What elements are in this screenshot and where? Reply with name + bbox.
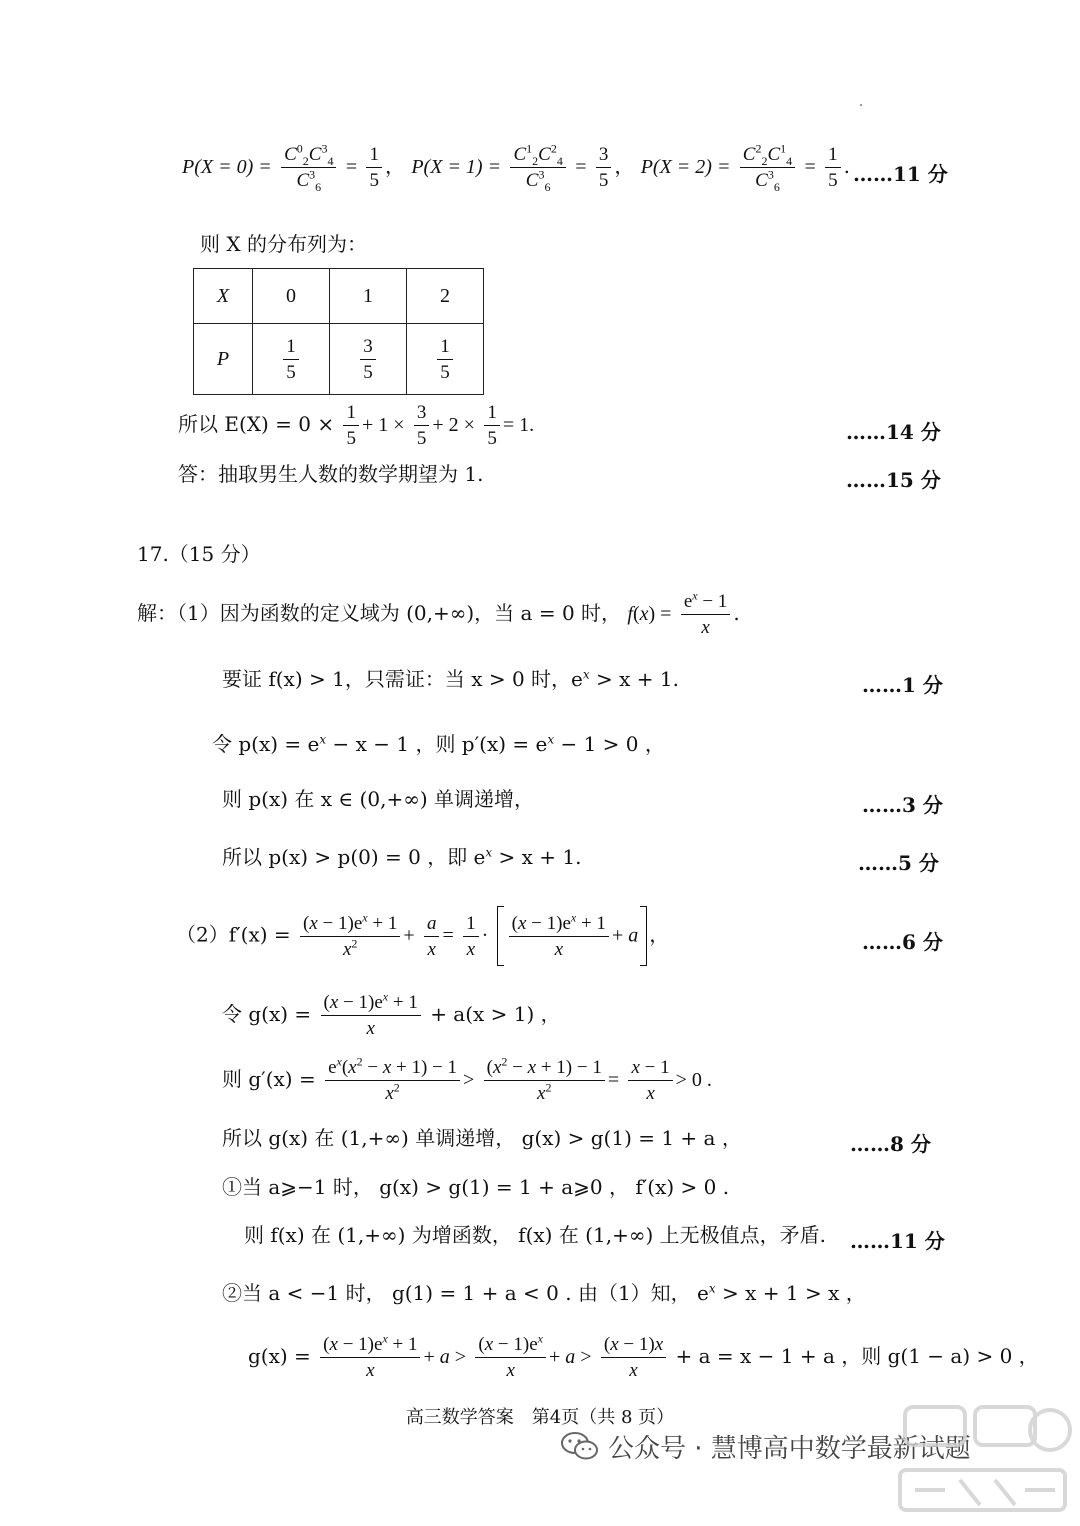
let-g-line: 令 g(x) = $\frac{(x - 1)e^x + 1}{x}$ + a(x > 1) ， xyxy=(222,989,561,1039)
part2-line: （2）f′(x) = $\frac{(x - 1)e^x + 1}{x^2}$ + $\frac{a}{x}$ = $\frac{1}{x}$ · $\frac{(x - 1)e^x + 1}{x}$ + a ， xyxy=(176,906,669,966)
question-17-heading: 17.（15 分） xyxy=(137,542,261,566)
table-header-1: 1 xyxy=(330,269,407,324)
let-p-line: 令 $p(x) = e^x - x - 1$ ，则 $p'(x) = e^x - 1 > 0$ ， xyxy=(212,732,665,756)
so-p-line: 所以 p(x) > p(0) = 0 ，即 $e^x > x + 1$. xyxy=(222,845,582,869)
case1-line: ①当 a⩾−1 时， g(x) > g(1) = 1 + a⩾0 ， f′(x) > 0 . xyxy=(222,1175,730,1199)
so-g-line: 所以 g(x) 在 (1,+∞) 单调递增， g(x) > g(1) = 1 + a ， xyxy=(222,1126,742,1150)
score-11b: ……11 分 xyxy=(850,1229,945,1253)
need-line: 要证 f(x) > 1，只需证：当 x > 0 时，$e^x > x + 1$. xyxy=(222,667,679,691)
expectation-line: 所以 E(X) = 0 × $\frac{1}{5}$ + 1 × $\frac{3}{5}$ + 2 × $\frac{1}{5}$ = 1. xyxy=(178,402,535,449)
score-14: ……14 分 xyxy=(846,420,941,444)
case1b-line: 则 f(x) 在 (1,+∞) 为增函数， f(x) 在 (1,+∞) 上无极值点，矛盾. xyxy=(244,1223,827,1247)
watermark-text: 公众号 · 慧博高中数学最新试题 xyxy=(608,1434,971,1464)
speck xyxy=(860,104,862,106)
score-6: ……6 分 xyxy=(862,930,943,954)
table-cell-p0: $\frac{1}{5}$ xyxy=(253,324,330,395)
wechat-icon xyxy=(560,1430,600,1462)
table-header-2: 2 xyxy=(407,269,484,324)
watermark-stamp xyxy=(885,1395,1075,1520)
g-prime-line: 则 g′(x) = $\frac{e^x(x^2 - x + 1) - 1}{x^2}$ > $\frac{(x^2 - x + 1) - 1}{x^2}$ = $\frac{x - 1}{x}$ > 0 . xyxy=(222,1054,712,1104)
dist-intro: 则 X 的分布列为： xyxy=(200,232,367,256)
table-cell-p2: $\frac{1}{5}$ xyxy=(407,324,484,395)
g-last-line: g(x) = $\frac{(x - 1)e^x + 1}{x}$ + a > $\frac{(x - 1)e^x}{x}$ + a > $\frac{(x - 1)x}{x}$ + a = x − 1 + a ，则 g(1 − a) > 0 ， xyxy=(248,1331,1039,1381)
page-footer: 高三数学答案 第4页（共 8 页） xyxy=(405,1407,675,1428)
prob-line: P(X = 0) = $\frac{C^0_2C^3_4}{C^3_6}$ = $\frac{1}{5}$ ， P(X = 1) = $\frac{C^1_2C^2_4}{C^3_6}$ = $\frac{3}{5}$ ， P(X = 2) = $\frac{C^2_2C^1_4}{C^3_6}$ = $\frac{1}{5}$ . xyxy=(182,141,851,194)
p-x1-label: P(X = 1) = xyxy=(411,156,502,178)
frac-p1: $\frac{C^1_2C^2_4}{C^3_6}$ xyxy=(510,145,565,190)
score-1: ……1 分 xyxy=(862,673,943,697)
frac-p2: $\frac{C^2_2C^1_4}{C^3_6}$ xyxy=(740,145,795,190)
frac-p0: $\frac{C^0_2C^3_4}{C^3_6}$ xyxy=(281,145,336,190)
table-header-x: X xyxy=(194,269,253,324)
answer-line: 答：抽取男生人数的数学期望为 1. xyxy=(178,462,484,486)
case2-line: ②当 a < −1 时， g(1) = 1 + a < 0 . 由（1）知， $e^x > x + 1 > x$ ， xyxy=(222,1281,866,1305)
table-row-label-p: P xyxy=(194,324,253,395)
score-11a: ……11 分 xyxy=(853,162,948,186)
table-cell-p1: $\frac{3}{5}$ xyxy=(330,324,407,395)
table-header-0: 0 xyxy=(253,269,330,324)
score-3: ……3 分 xyxy=(862,793,943,817)
score-5: ……5 分 xyxy=(858,851,939,875)
score-8: ……8 分 xyxy=(850,1132,931,1156)
solution-part1: 解：（1）因为函数的定义域为 (0,+∞)，当 a = 0 时， f(x) = $\frac{e^x - 1}{x}$ . xyxy=(137,588,740,638)
mono-line: 则 p(x) 在 x ∈ (0,+∞) 单调递增， xyxy=(222,787,535,811)
p-x0-label: P(X = 0) = xyxy=(182,156,272,178)
p-x2-label: P(X = 2) = xyxy=(640,156,731,178)
score-15: ……15 分 xyxy=(846,468,941,492)
distribution-table xyxy=(193,268,484,395)
